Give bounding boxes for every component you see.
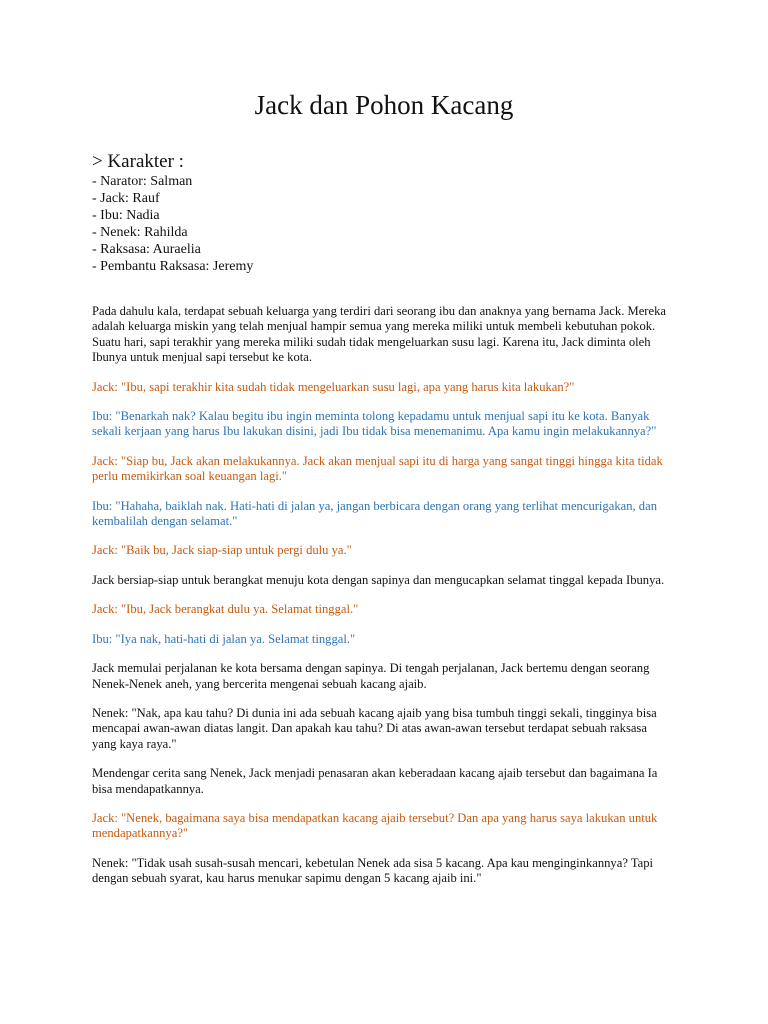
jack-dialogue: Jack: "Baik bu, Jack siap-siap untuk pergi dulu ya." bbox=[92, 543, 352, 558]
cast-section bbox=[92, 151, 692, 275]
cast-item: - Narator: Salman bbox=[92, 174, 193, 189]
cast-heading: > Karakter : bbox=[92, 151, 184, 172]
jack-dialogue: Jack: "Ibu, sapi terakhir kita sudah tidak mengeluarkan susu lagi, apa yang harus kita lakukan?" bbox=[92, 379, 575, 394]
cast-item: - Pembantu Raksasa: Jeremy bbox=[92, 259, 254, 274]
ibu-dialogue: Ibu: "Iya nak, hati-hati di jalan ya. Selamat tinggal." bbox=[92, 631, 356, 646]
ibu-dialogue: Ibu: "Hahaha, baiklah nak. Hati-hati di jalan ya, jangan berbicara dengan orang yang terlihat mencurigakan, dan kembalilah dengan selamat." bbox=[92, 498, 657, 529]
narration-paragraph: Pada dahulu kala, terdapat sebuah keluarga yang terdiri dari seorang ibu dan anaknya yang bernama Jack. Mereka adalah keluarga miskin yang telah menjual hampir semua yang mereka miliki untuk membeli kebutuhan pokok. Suatu hari, sapi terakhir yang mereka miliki sudah tidak mengeluarkan susu lagi. Karena itu, Jack diminta oleh Ibunya untuk menjual sapi tersebut ke kota. bbox=[92, 304, 666, 365]
jack-dialogue: Jack: "Nenek, bagaimana saya bisa mendapatkan kacang ajaib tersebut? Dan apa yang harus saya lakukan untuk mendapatkannya?" bbox=[92, 810, 658, 841]
cast-item: - Nenek: Rahilda bbox=[92, 225, 188, 240]
cast-item: - Raksasa: Auraelia bbox=[92, 242, 201, 257]
cast-item: - Ibu: Nadia bbox=[92, 208, 160, 223]
nenek-dialogue: Nenek: "Tidak usah susah-susah mencari, kebetulan Nenek ada sisa 5 kacang. Apa kau menginginkannya? Tapi dengan sebuah syarat, kau harus menukar sapimu dengan 5 kacang ajaib ini." bbox=[92, 855, 654, 886]
narration-paragraph: Jack bersiap-siap untuk berangkat menuju kota dengan sapinya dan mengucapkan selamat tinggal kepada Ibunya. bbox=[92, 572, 665, 587]
jack-dialogue: Jack: "Siap bu, Jack akan melakukannya. Jack akan menjual sapi itu di harga yang sangat tinggi hingga kita tidak perlu memikirkan soal keuangan lagi." bbox=[92, 453, 663, 484]
narration-paragraph: Jack memulai perjalanan ke kota bersama dengan sapinya. Di tengah perjalanan, Jack bertemu dengan seorang Nenek-Nenek aneh, yang bercerita mengenai sebuah kacang ajaib. bbox=[92, 661, 650, 691]
story-body bbox=[92, 304, 672, 901]
ibu-dialogue: Ibu: "Benarkah nak? Kalau begitu ibu ingin meminta tolong kepadamu untuk menjual sapi itu ke kota. Banyak sekali kerjaan yang harus Ibu lakukan disini, jadi Ibu tidak bisa menemanimu. Apa kamu ingin melakukannya?" bbox=[92, 409, 657, 439]
cast-list bbox=[92, 173, 692, 275]
nenek-dialogue: Nenek: "Nak, apa kau tahu? Di dunia ini ada sebuah kacang ajaib yang bisa tumbuh tinggi sekali, tingginya bisa mencapai awan-awan diatas langit. Dan apakah kau tahu? Di atas awan-awan tersebut terdapat sebuah raksasa yang kaya raya." bbox=[92, 705, 657, 751]
document-title: Jack dan Pohon Kacang bbox=[254, 90, 514, 120]
jack-dialogue: Jack: "Ibu, Jack berangkat dulu ya. Selamat tinggal." bbox=[92, 602, 359, 617]
narration-paragraph: Mendengar cerita sang Nenek, Jack menjadi penasaran akan keberadaan kacang ajaib tersebut dan bagaimana Ia bisa mendapatkannya. bbox=[92, 766, 658, 796]
cast-item: - Jack: Rauf bbox=[92, 191, 160, 206]
